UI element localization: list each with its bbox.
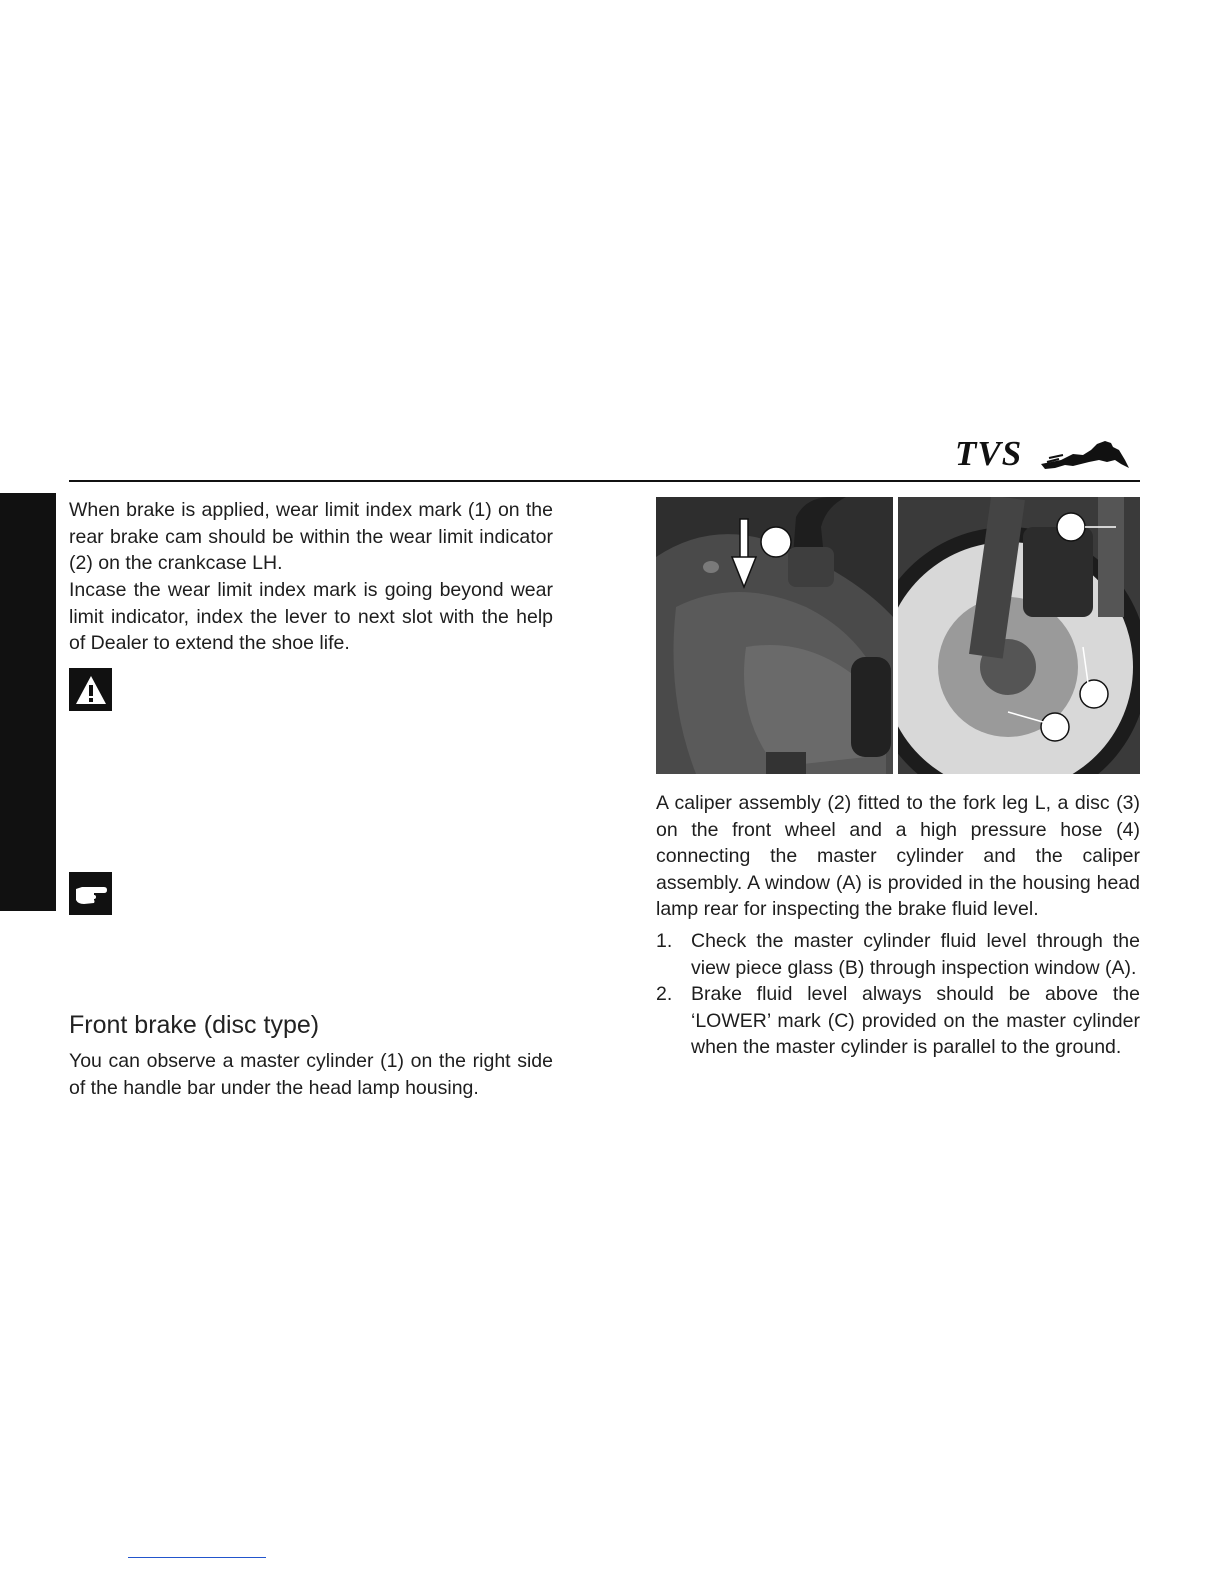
list-item-number: 1. <box>656 930 673 952</box>
pointing-hand-icon <box>69 872 112 915</box>
list-item-text: Brake fluid level always should be above the ‘LOWER’ mark (C) provided on the master cylinder when the master cylinder is parallel to the ground. <box>691 983 1140 1058</box>
front-disc-brake-photo <box>898 497 1140 774</box>
master-cylinder-paragraph: You can observe a master cylinder (1) on the right side of the handle bar under the head lamp housing. <box>69 1050 553 1099</box>
running-horse-icon <box>1039 438 1131 472</box>
fluid-check-list <box>656 928 1140 1061</box>
list-item <box>656 981 1140 1061</box>
section-side-tab <box>0 493 56 911</box>
header-rule <box>69 480 1140 482</box>
caliper-paragraph: A caliper assembly (2) fitted to the fork leg L, a disc (3) on the front wheel and a high pressure hose (4) connecting the master cylinder and the caliper assembly. A window (A) is provided in the housing head lamp rear for inspecting the brake fluid level. <box>656 792 1140 920</box>
list-item-text: Check the master cylinder fluid level through the view piece glass (B) through inspection window (A). <box>691 930 1140 979</box>
list-item <box>656 928 1140 981</box>
brand-name: TVS <box>955 434 1023 473</box>
footer-underline <box>128 1557 266 1558</box>
front-brake-heading: Front brake (disc type) <box>69 1011 320 1039</box>
rear-brake-adjust-paragraph: Incase the wear limit index mark is going beyond wear limit indicator, index the lever to next slot with the help of Dealer to extend the shoe life. <box>69 579 553 654</box>
warning-triangle-icon <box>69 668 112 711</box>
rear-brake-wear-paragraph: When brake is applied, wear limit index mark (1) on the rear brake cam should be within the wear limit indicator (2) on the crankcase LH. <box>69 499 553 574</box>
tvs-logo <box>955 434 1135 474</box>
list-item-number: 2. <box>656 983 673 1005</box>
master-cylinder-photo <box>656 497 893 774</box>
